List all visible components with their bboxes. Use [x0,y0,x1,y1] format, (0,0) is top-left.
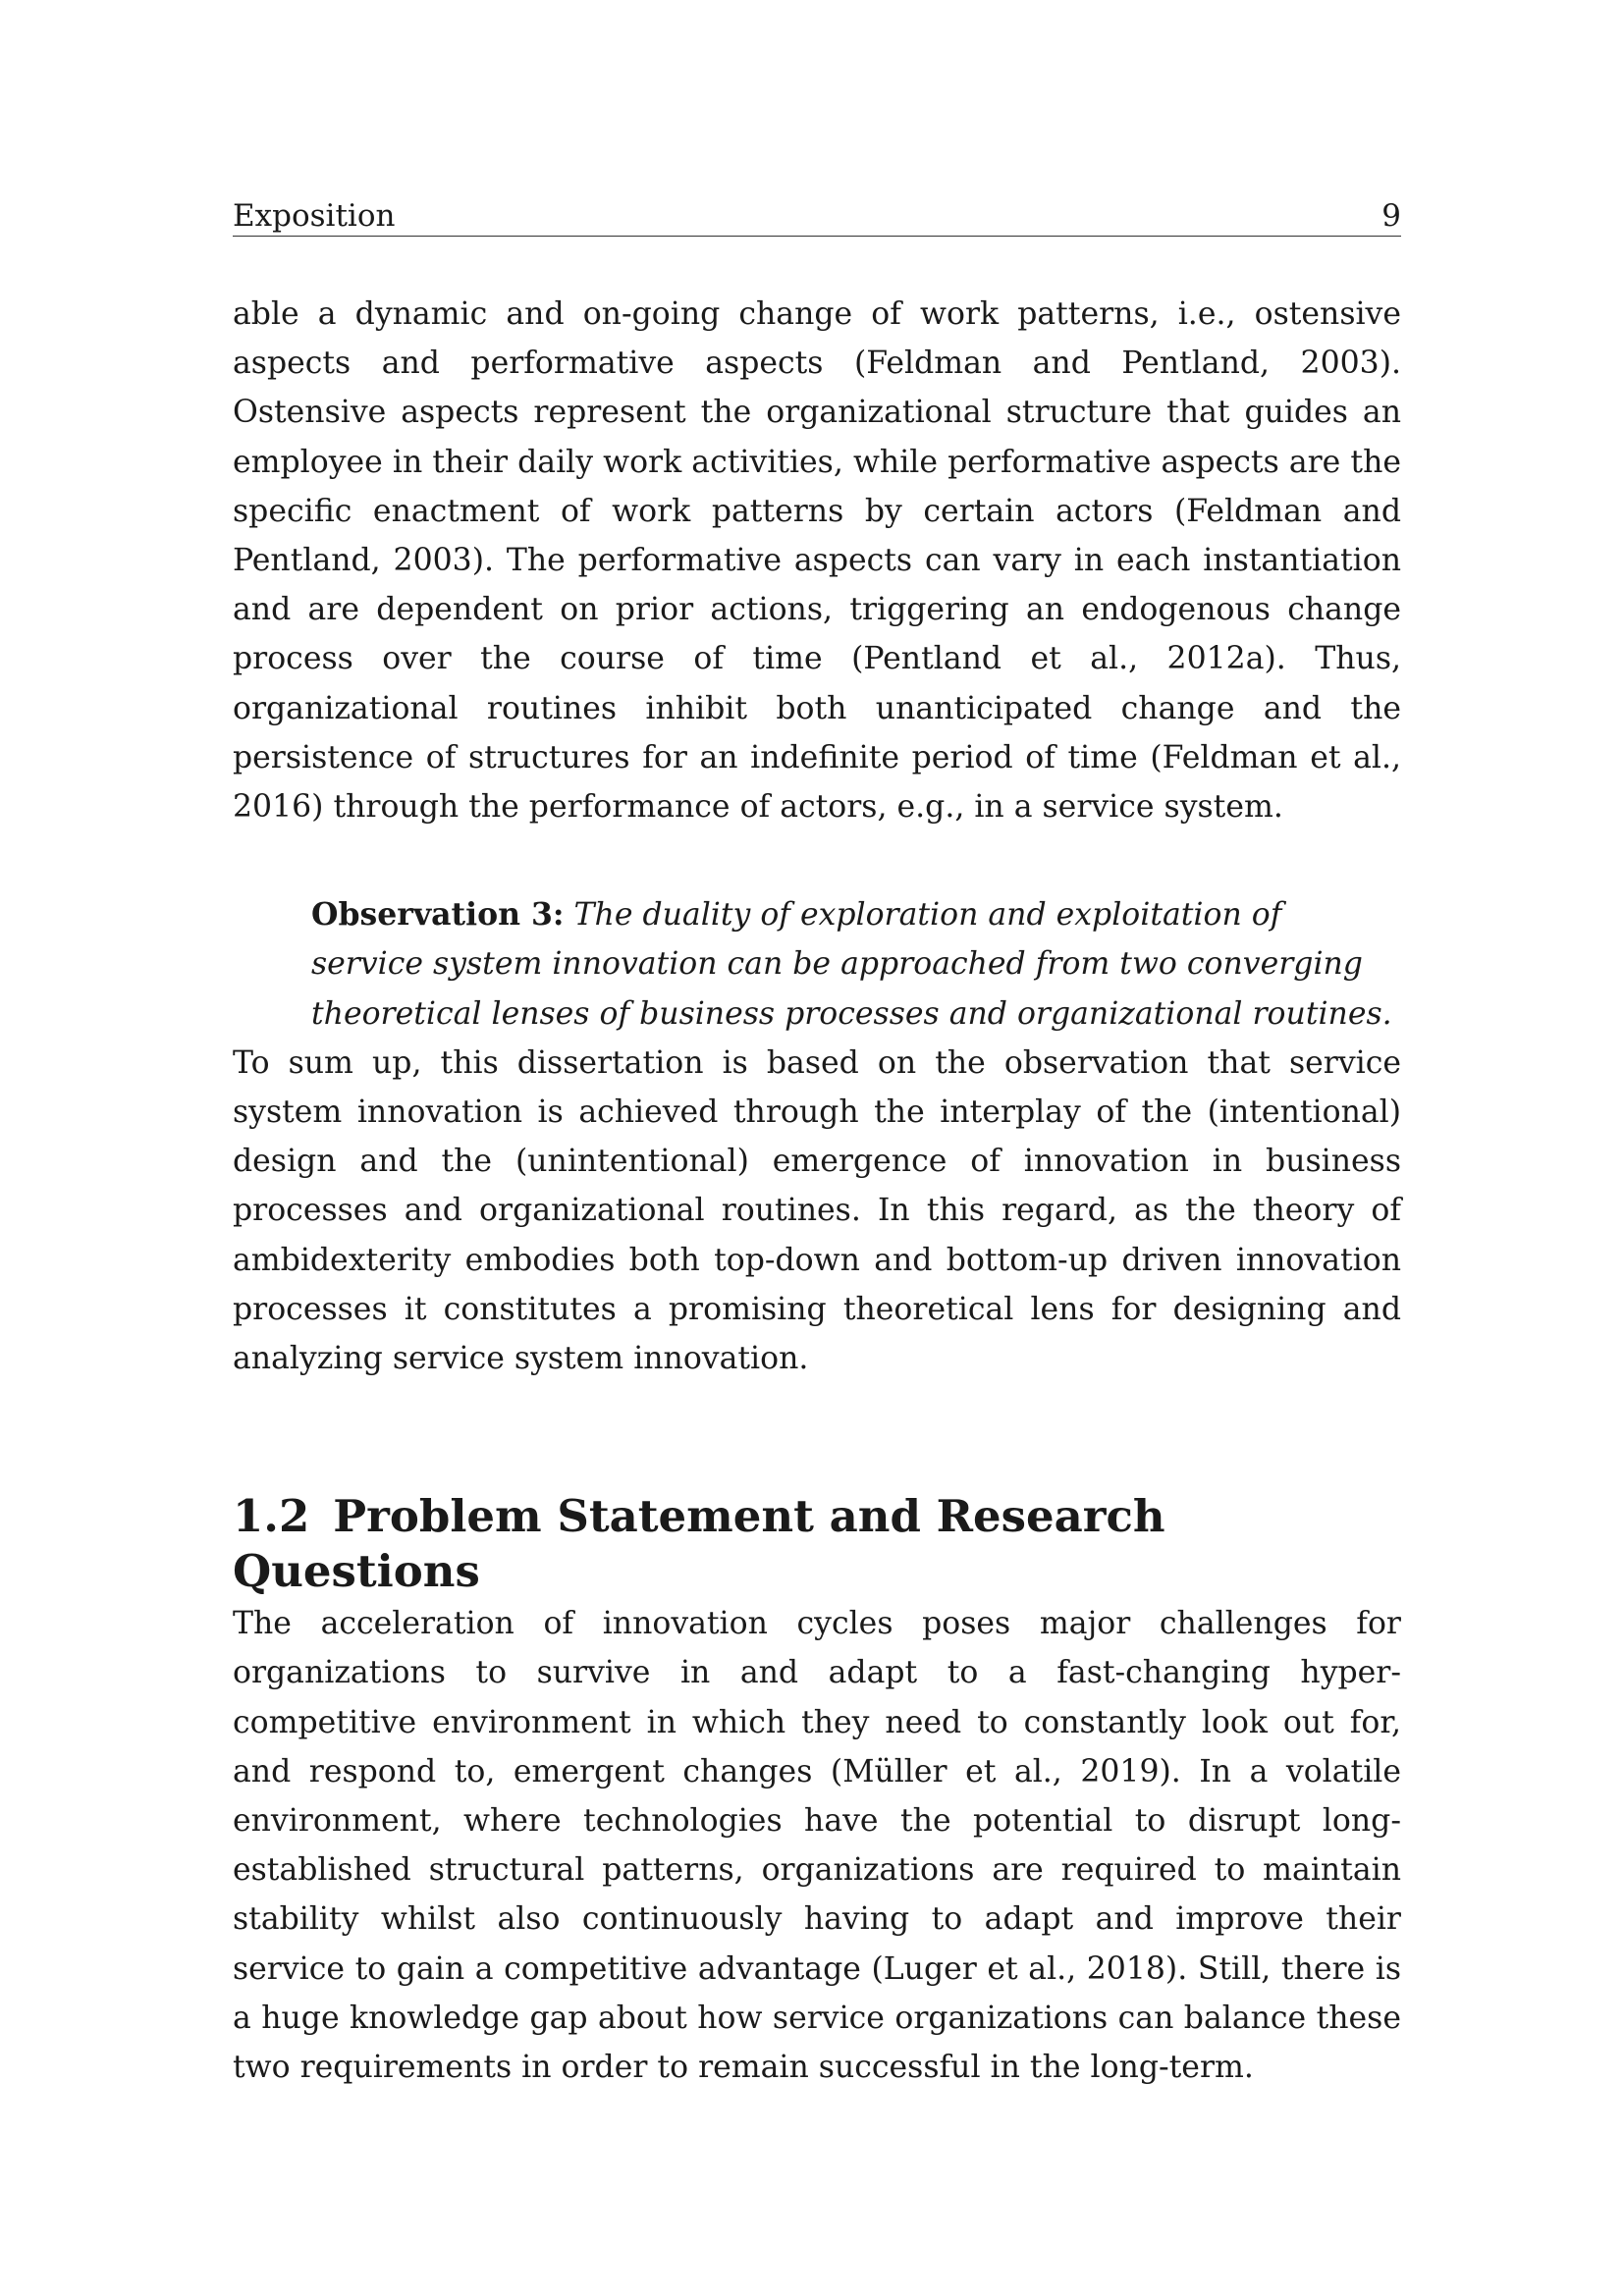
paragraph-problem-statement: The acceleration of innovation cycles poses major challenges for organizations to survive in and adapt to a fast-changing hyper-competitive environment in which they need to constantly look out for, and respond to, emergent changes (Müller et al., 2019). In a volatile environment, where technologies have the potential to disrupt long-established structural patterns, organizations are required to maintain stability whilst also continuously having to adapt and improve their service to gain a competitive advantage (Luger et al., 2018). Still, there is a huge knowledge gap about how service organizations can balance these two requirements in order to remain successful in the long-term. [233,1606,1401,2086]
paragraph-routines: able a dynamic and on-going change of work patterns, i.e., ostensive aspects and performative aspects (Feldman and Pentland, 2003). Ostensive aspects represent the organizational structure that guides an employee in their daily work activities, while performative aspects are the specific enactment of work patterns by certain actors (Feldman and Pentland, 2003). The performative aspects can vary in each instantiation and are dependent on prior actions, triggering an endogenous change process over the course of time (Pentland et al., 2012a). Thus, organizational routines inhibit both unanticipated change and the persistence of structures for an indefinite period of time (Feldman et al., 2016) through the performance of actors, e.g., in a service system. [233,296,1401,826]
section-heading [233,1489,1401,1599]
running-header-chapter: Exposition [233,198,396,234]
observation-block [311,890,1401,1039]
page-number: 9 [1381,198,1401,234]
section-title: Problem Statement and Research Questions [233,1490,1165,1598]
page-body [233,290,1401,2092]
observation-label: Observation 3: [311,896,565,934]
observation-text: The duality of exploration and exploitation of service system innovation can be approached from two converging theoretical lenses of business processes and organizational routines. [311,897,1392,1032]
section-number: 1.2 [233,1490,310,1543]
paragraph-summary: To sum up, this dissertation is based on the observation that service system innovation is achieved through the interplay of the (intentional) design and the (unintentional) emergence of innovation in business processes and organizational routines. In this regard, as the theory of ambidexterity embodies both top-down and bottom-up driven innovation processes it constitutes a promising theoretical lens for designing and analyzing service system innovation. [233,1044,1401,1377]
running-header [233,192,1401,237]
